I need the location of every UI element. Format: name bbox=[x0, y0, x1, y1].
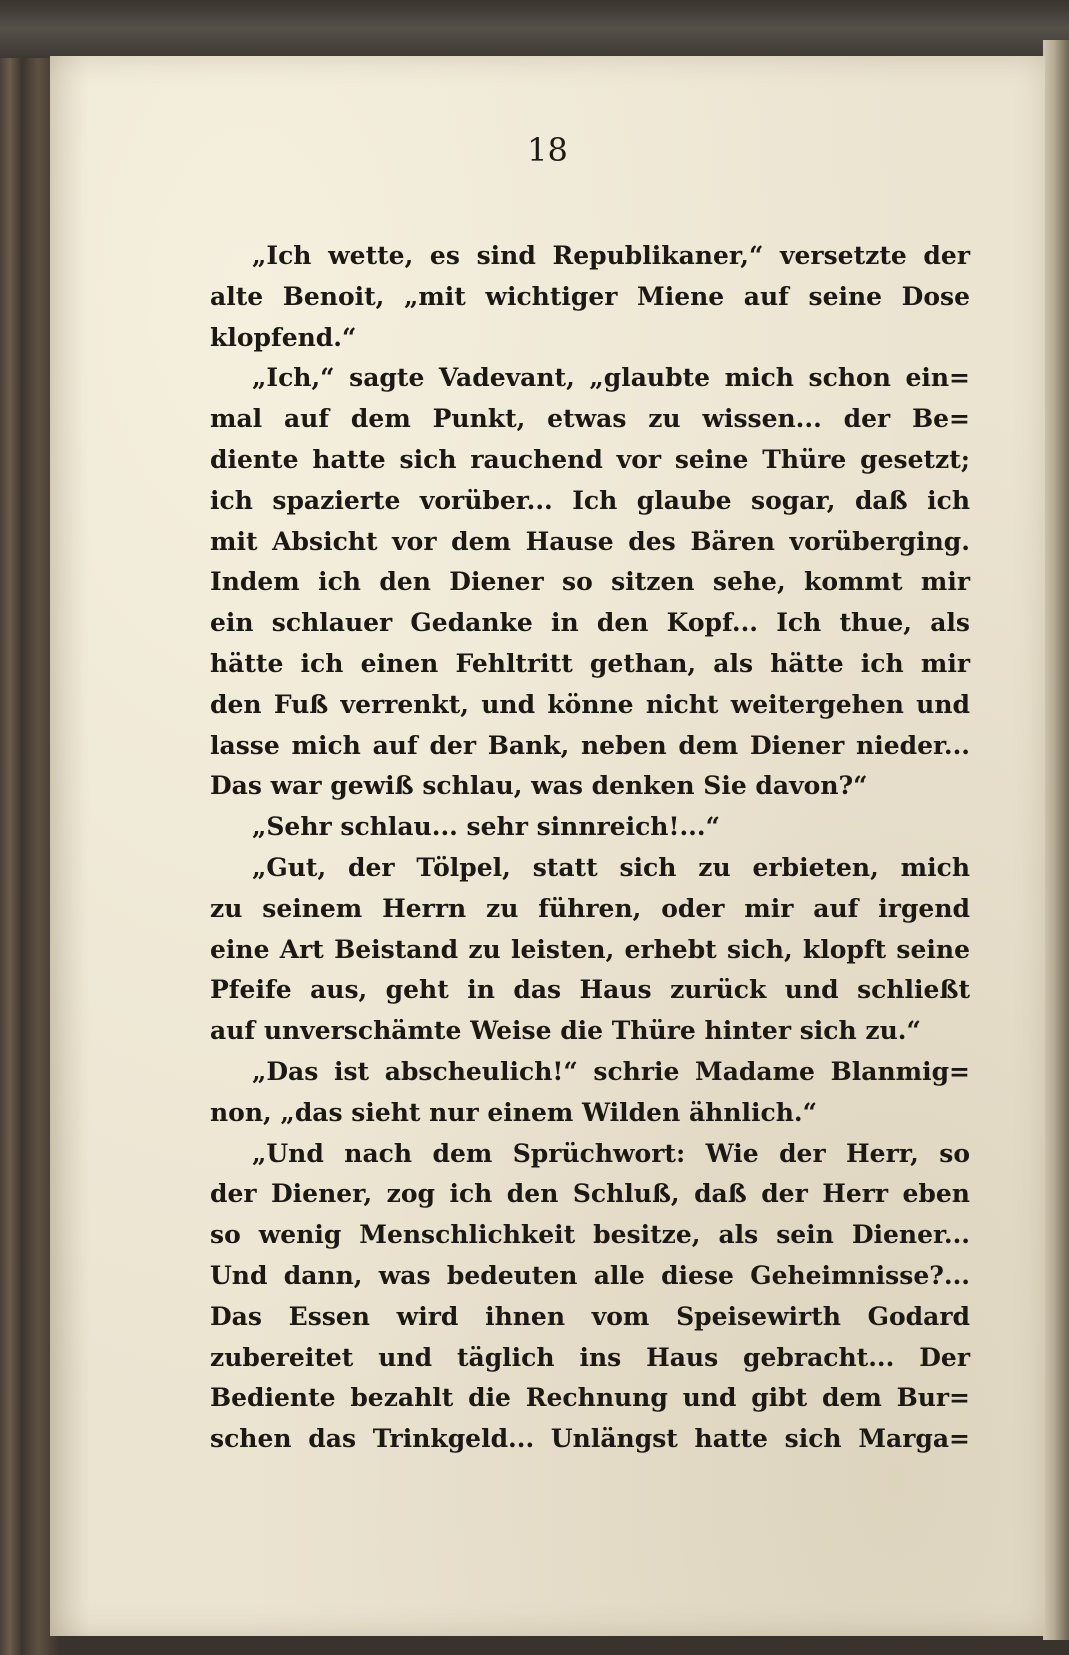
body-text bbox=[210, 236, 970, 1460]
text-line: „Das ist abscheulich!“ schrie Madame Blanmig= bbox=[252, 1056, 970, 1086]
text-line: Das war gewiß schlau, was denken Sie davon?“ bbox=[210, 771, 868, 801]
text-line: ein schlauer Gedanke in den Kopf... Ich thue, als bbox=[210, 608, 970, 638]
text-line: klopfend.“ bbox=[210, 322, 357, 352]
book-top-edge bbox=[0, 0, 1069, 58]
text-line: non, „das sieht nur einem Wilden ähnlich.“ bbox=[210, 1097, 817, 1127]
text-line: der Diener, zog ich den Schluß, daß der Herr eben bbox=[210, 1179, 970, 1209]
text-line: „Ich,“ sagte Vadevant, „glaubte mich schon ein= bbox=[252, 363, 970, 393]
page-number: 18 bbox=[527, 131, 568, 169]
text-line: schen das Trinkgeld... Unlängst hatte sich Marga= bbox=[210, 1424, 970, 1454]
text-line: zu seinem Herrn zu führen, oder mir auf irgend bbox=[210, 893, 970, 923]
text-line: diente hatte sich rauchend vor seine Thüre gesetzt; bbox=[210, 444, 970, 474]
text-line: Und dann, was bedeuten alle diese Geheimnisse?... bbox=[210, 1260, 970, 1290]
text-line: alte Benoit, „mit wichtiger Miene auf seine Dose bbox=[210, 281, 970, 311]
text-line: Pfeife aus, geht in das Haus zurück und schließt bbox=[210, 975, 970, 1005]
text-line: „Ich wette, es sind Republikaner,“ versetzte der bbox=[252, 241, 970, 270]
text-line: hätte ich einen Fehltritt gethan, als hätte ich mir bbox=[210, 648, 970, 678]
text-line: mal auf dem Punkt, etwas zu wissen... der Be= bbox=[210, 404, 970, 434]
text-line: mit Absicht vor dem Hause des Bären vorüberging. bbox=[210, 526, 970, 556]
text-line: „Sehr schlau... sehr sinnreich!...“ bbox=[252, 812, 720, 842]
text-line: so wenig Menschlichkeit besitze, als sein Diener... bbox=[210, 1220, 970, 1250]
text-line: Indem ich den Diener so sitzen sehe, kommt mir bbox=[210, 567, 970, 597]
text-line: zubereitet und täglich ins Haus gebracht... Der bbox=[210, 1342, 970, 1372]
text-line: „Und nach dem Sprüchwort: Wie der Herr, so bbox=[252, 1138, 970, 1168]
book-page-edges bbox=[1043, 40, 1069, 1640]
text-line: eine Art Beistand zu leisten, erhebt sich, klopft seine bbox=[210, 934, 970, 964]
text-line: lasse mich auf der Bank, neben dem Diener nieder... bbox=[210, 730, 970, 760]
text-line: ich spazierte vorüber... Ich glaube sogar, daß ich bbox=[210, 485, 970, 515]
text-line: Das Essen wird ihnen vom Speisewirth Godard bbox=[210, 1301, 970, 1331]
text-line: den Fuß verrenkt, und könne nicht weitergehen und bbox=[210, 689, 970, 719]
text-line: „Gut, der Tölpel, statt sich zu erbieten, mich bbox=[252, 852, 970, 882]
book-page bbox=[50, 56, 1045, 1636]
text-line: auf unverschämte Weise die Thüre hinter sich zu.“ bbox=[210, 1016, 921, 1046]
text-line: Bediente bezahlt die Rechnung und gibt dem Bur= bbox=[210, 1383, 970, 1413]
